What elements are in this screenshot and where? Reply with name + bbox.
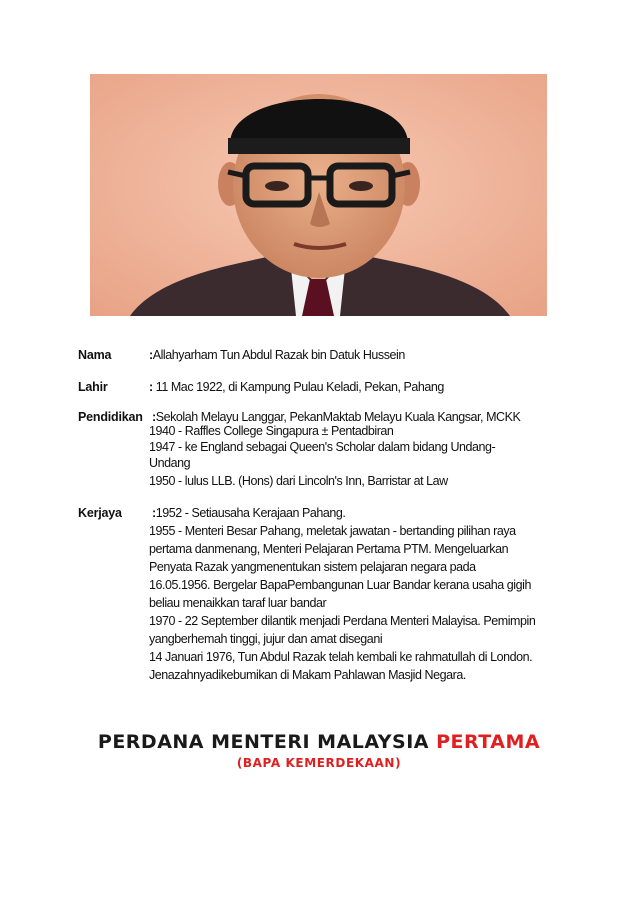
nama-label: Nama	[78, 348, 112, 362]
kerjaya-label: Kerjaya	[78, 506, 122, 520]
pendidikan-line-4: Undang	[149, 456, 191, 470]
nama-colon: :	[149, 348, 153, 362]
kerjaya-line-9: 14 Januari 1976, Tun Abdul Razak telah kembali ke rahmatullah di London.	[149, 650, 533, 664]
kerjaya-line-2: 1955 - Menteri Besar Pahang, meletak jawatan - bertanding pilihan raya	[149, 524, 516, 538]
nama-value-line	[149, 348, 569, 362]
pendidikan-line-5: 1950 - lulus LLB. (Hons) dari Lincoln's Inn, Barristar at Law	[149, 474, 448, 488]
footer-title-accent: PERTAMA	[436, 731, 541, 753]
pendidikan-line-2: 1940 - Raffles College Singapura ± Pentadbiran	[149, 424, 394, 438]
kerjaya-colon: :	[152, 506, 156, 520]
lahir-label: Lahir	[78, 380, 108, 394]
lahir-value: 11 Mac 1922, di Kampung Pulau Keladi, Pekan, Pahang	[155, 380, 444, 394]
kerjaya-line-5: 16.05.1956. Bergelar BapaPembangunan Luar Bandar kerana usaha gigih	[149, 578, 531, 592]
footer-title-main: PERDANA MENTERI MALAYSIA	[97, 731, 429, 753]
footer-subtitle: (BAPA KEMERDEKAAN)	[236, 756, 402, 770]
lahir-value-line	[149, 380, 569, 394]
kerjaya-line-6: beliau menaikkan taraf luar bandar	[149, 596, 327, 610]
pendidikan-text-1: Sekolah Melayu Langgar, PekanMaktab Melayu Kuala Kangsar, MCKK	[155, 410, 521, 424]
kerjaya-line-3: pertama danmenang, Menteri Pelajaran Pertama PTM. Mengeluarkan	[149, 542, 509, 556]
kerjaya-line-7: 1970 - 22 September dilantik menjadi Perdana Menteri Malayisa. Pemimpin	[149, 614, 536, 628]
nama-value: Allahyarham Tun Abdul Razak bin Datuk Hussein	[152, 348, 405, 362]
kerjaya-line-1	[152, 506, 572, 520]
pendidikan-line-3: 1947 - ke England sebagai Queen's Scholar dalam bidang Undang-	[149, 440, 496, 454]
kerjaya-line-8: yangberhemah tinggi, jujur dan amat disegani	[149, 632, 383, 646]
footer-title	[0, 731, 638, 753]
kerjaya-line-10: Jenazahnyadikebumikan di Makam Pahlawan Masjid Negara.	[149, 668, 466, 682]
pendidikan-label: Pendidikan	[78, 410, 143, 424]
pendidikan-colon: :	[152, 410, 156, 424]
kerjaya-text-1: 1952 - Setiausaha Kerajaan Pahang.	[155, 506, 346, 520]
kerjaya-line-4: Penyata Razak yangmenentukan sistem pelajaran negara pada	[149, 560, 476, 574]
portrait-photo	[90, 74, 547, 316]
pendidikan-line-1	[152, 410, 572, 424]
lahir-colon: :	[149, 380, 156, 394]
